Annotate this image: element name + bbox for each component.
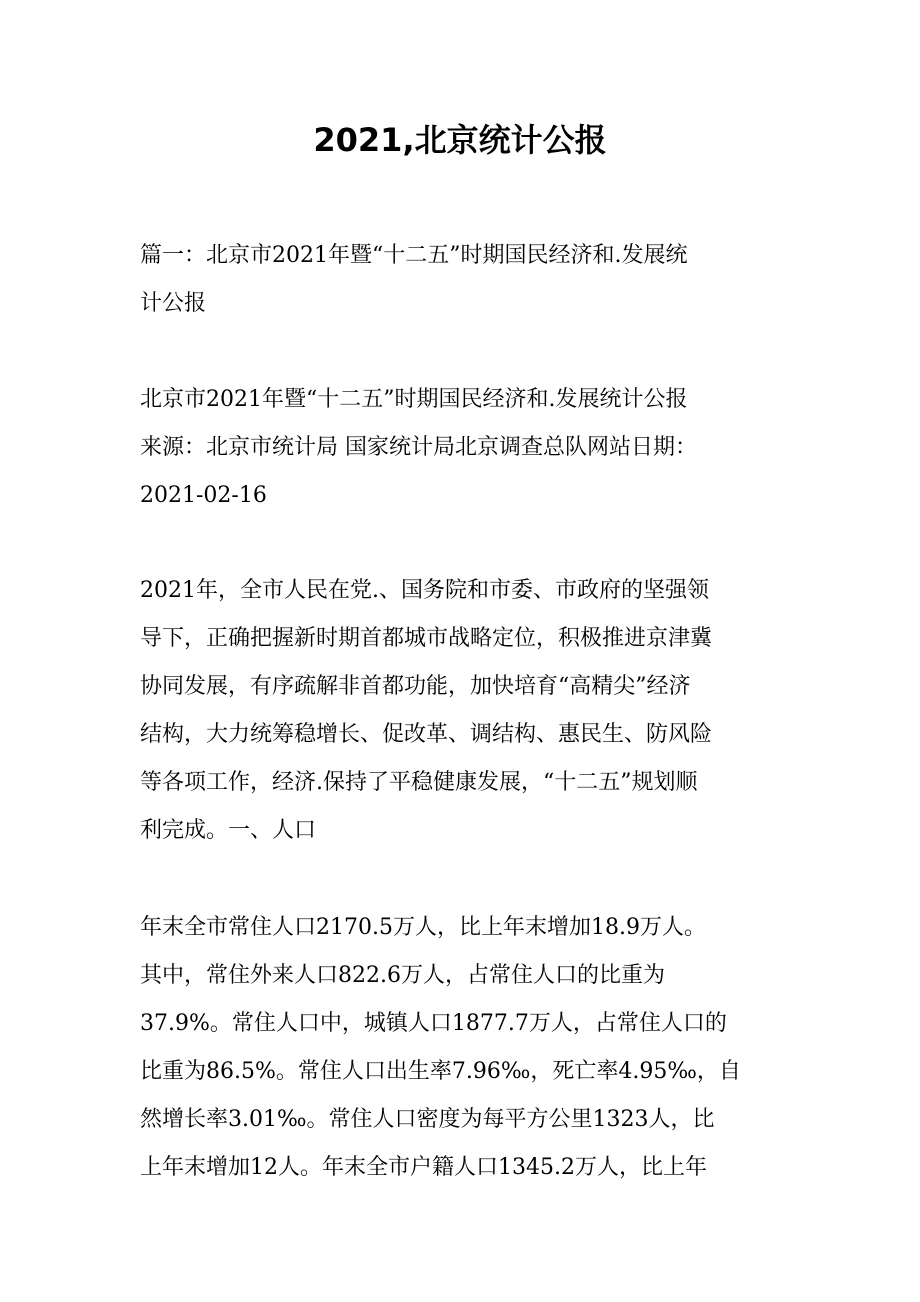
- text-line: 篇一：北京市2021年暨“十二五”时期国民经济和.发展统: [140, 243, 688, 268]
- text-line: 结构，大力统筹稳增长、促改革、调结构、惠民生、防风险: [140, 722, 713, 747]
- paragraph-intro: [140, 567, 790, 855]
- text-line: 37.9%。常住人口中，城镇人口1877.7万人，占常住人口的: [140, 1011, 727, 1036]
- text-line: 年末全市常住人口2170.5万人，比上年末增加18.9万人。: [140, 915, 706, 940]
- text-line: 计公报: [140, 291, 207, 316]
- document-title: 2021,北京统计公报: [313, 121, 607, 159]
- text-line: 利完成。一、人口: [140, 818, 317, 843]
- text-line: 协同发展，有序疏解非首都功能，加快培育“高精尖”经济: [140, 674, 691, 699]
- text-line: 导下，正确把握新时期首都城市战略定位，积极推进京津冀: [140, 626, 713, 651]
- paragraph-population: [140, 904, 790, 1192]
- text-line: 来源：北京市统计局 国家统计局北京调查总队网站日期：: [140, 435, 697, 460]
- text-line: 等各项工作，经济.保持了平稳健康发展，“十二五”规划顺: [140, 770, 698, 795]
- paragraph-source-info: [140, 376, 790, 520]
- paragraph-article-heading: [140, 232, 790, 328]
- text-line: 北京市2021年暨“十二五”时期国民经济和.发展统计公报: [140, 387, 688, 412]
- text-line: 比重为86.5%。常住人口出生率7.96‰，死亡率4.95‰，自: [140, 1059, 741, 1084]
- text-line: 然增长率3.01‰。常住人口密度为每平方公里1323人，比: [140, 1107, 715, 1132]
- text-line: 其中，常住外来人口822.6万人，占常住人口的比重为: [140, 963, 665, 988]
- text-line: 上年末增加12人。年末全市户籍人口1345.2万人，比上年: [140, 1155, 707, 1180]
- text-line: 2021年，全市人民在党.、国务院和市委、市政府的坚强领: [140, 578, 709, 603]
- text-line: 2021-02-16: [140, 483, 267, 508]
